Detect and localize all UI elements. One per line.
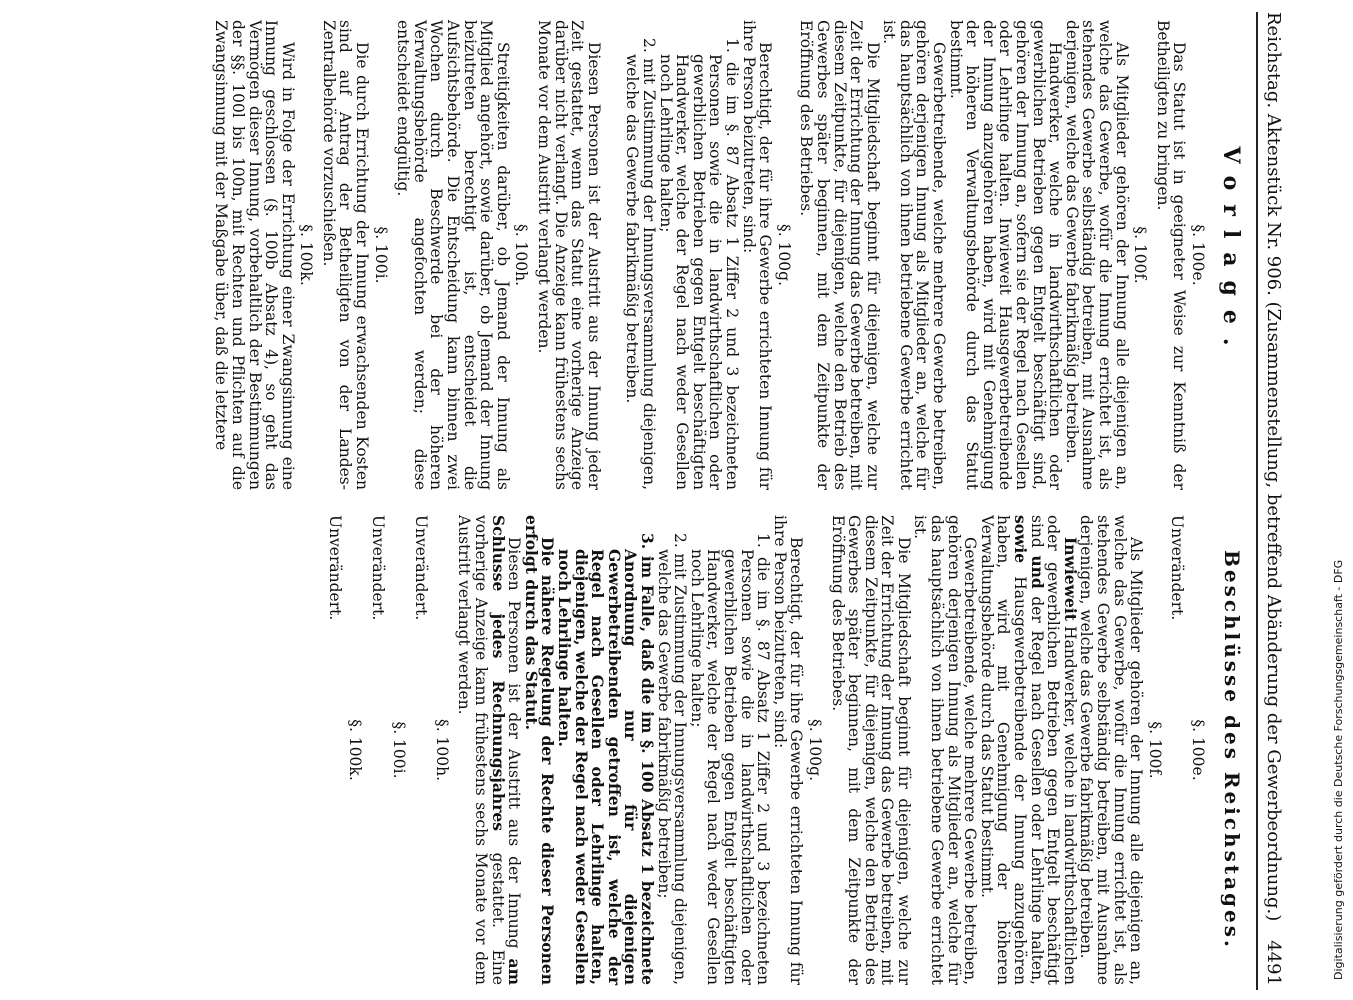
section-heading: §. 100h. <box>432 718 451 782</box>
unchanged-note: Unverändert. <box>369 515 388 621</box>
section-heading: §. 100e. <box>1189 224 1207 286</box>
paragraph: Als Mitglieder gehören der Innung alle diejenigen an, welche das Gewerbe, wofür die Innung errichtet ist, als stehendes Gewerbe selbständig betreiben, mit Ausnahme derjenigen, welche das Gewerbe fabrikmäßig betreiben. <box>1062 20 1131 490</box>
paragraph: Die Mitgliedschaft beginnt für diejenigen, welche zur Zeit der Errichtung der Innung das Gewerbe betreiben, mit diesem Zeitpunkte, für diejenigen, welche den Betrieb des Gewerbes später beginnen, mit dem Zeitpunkte der Eröffnung des Betriebes. <box>828 515 913 985</box>
section-heading: §. 100g. <box>805 718 824 782</box>
section-heading: §. 100g. <box>774 223 793 287</box>
list-item: 2. mit Zustimmung der Innungsversammlung diejenigen, welche das Gewerbe fabrikmäßig betreiben. <box>623 38 658 490</box>
paragraph: Die Mitgliedschaft beginnt für diejenigen, welche zur Zeit der Errichtung der Innung das Gewerbe betreiben, mit diesem Zeitpunkte, für diejenigen, welche den Betrieb des Gewerbes später beginnen, mit dem Zeitpunkte der Eröffnung des Betriebes. <box>797 20 882 490</box>
section-heading: §. 100k. <box>346 719 365 781</box>
digitization-credit: Digitalisierung gefördert durch die Deutsche Forschungsgemeinschaft - DFG <box>1332 559 1345 980</box>
section-heading: §. 100f. <box>1145 721 1164 779</box>
bold-text: sowie <box>1011 515 1031 564</box>
paragraph: Das Statut ist in geeigneter Weise zur Kenntniß der Betheiligten zu bringen. <box>1153 20 1189 490</box>
text: der Regel nach Gesellen oder Lehrlinge halten, <box>1027 588 1046 985</box>
section-heading: §. 100i. <box>371 226 390 284</box>
unchanged-note: Unverändert. <box>412 515 431 621</box>
list-item: 1. die im §. 87 Absatz 1 Ziffer 2 und 3 bezeichneten Personen sowie die in landwirthschaftlichen oder gewerblichen Betrieben gegen Entgelt beschäftigten Handwerker, welche der Regel nach weder Gesellen noch Lehrlinge halten; <box>656 38 741 490</box>
paragraph: Berechtigt, der für ihre Gewerbe errichteten Innung für ihre Person beizutreten, sind: <box>770 515 806 985</box>
paragraph: Gewerbetreibende, welche mehrere Gewerbe betreiben, gehören derjenigen Innung als Mitglieder an, welche für das hauptsächlich von ihnen betriebene Gewerbe errichtet ist. <box>911 515 980 985</box>
paragraph <box>455 515 525 985</box>
paragraph: Als Mitglieder gehören der Innung alle diejenigen an, welche das Gewerbe, wofür die Innung errichtet ist, als stehendes Gewerbe selbständig betreiben, mit Ausnahme derjenigen, welche das Gewerbe fabrikmäßig betreiben. <box>1077 515 1146 985</box>
unchanged-note: Unverändert. <box>1168 515 1187 621</box>
paragraph: Berechtigt, der für ihre Gewerbe errichteten Innung für ihre Person beizutreten, sind: <box>739 20 775 490</box>
paragraph: Streitigkeiten darüber, ob Jemand der Innung als Mitglied angehört, sowie darüber, ob Jemand der Innung beizutreten berechtigt ist, entscheidet die Aufsichtsbehörde. Die Entscheidung kann binnen zwei Wochen durch Beschwerde bei der höheren Verwaltungsbehörde angefochten werden; diese entscheidet endgültig. <box>394 20 512 490</box>
page-number: 4491 <box>1263 940 1284 986</box>
heading-beschluesse: Beschlüsse des Reichstages. <box>1220 550 1244 950</box>
paragraph: Gewerbetreibende, welche mehrere Gewerbe betreiben, gehören derjenigen Innung als Mitglieder an, welche für das hauptsächlich von ihnen betriebene Gewerbe errichtet ist. <box>880 20 949 490</box>
text: Hausgewerbetreibende der Innung anzugehören haben, wird mit Genehmigung der höheren Verwaltungsbehörde durch das Statut bestimmt. <box>977 515 1030 985</box>
header-title: Reichstag. Aktenstück Nr. 906. (Zusammenstellung, betreffend Abänderung der Gewerbeordnung.) <box>1263 12 1284 922</box>
paragraph: Die durch Errichtung der Innung erwachsenden Kosten sind auf Antrag der Betheiligten von der Landes-Zentralbehörde vorzuschießen. <box>319 20 372 490</box>
bold-text: und <box>1027 555 1047 589</box>
section-heading: §. 100i. <box>389 721 408 779</box>
unchanged-note: Unverändert. <box>325 515 344 621</box>
paragraph: Handwerker, welche in landwirthschaftlichen oder gewerblichen Betrieben gegen Entgelt beschäftigt sind, gehören der Innung an, sofern sie der Regel nach Gesellen oder Lehrlinge halten. Inwieweit Hausgewerbetreibende der Innung anzugehören haben, wird mit Genehmigung der höheren Verwaltungsbehörde durch das Statut bestimmt. <box>946 20 1065 490</box>
right-column <box>326 515 1212 985</box>
text: Handwerker, welche in landwirthschaftlichen oder gewerblichen Betrieben gegen Entgelt beschäftigt sind <box>1027 515 1079 985</box>
section-heading: §. 100h. <box>512 223 531 287</box>
list-item: 3. im Falle, daß die im §. 100 Absatz 1 bezeichnete Anordnung nur für diejenigen Gewerbetreibenden getroffen ist, welche der Regel nach Gesellen oder Lehrlinge halten, diejenigen, welche der Regel nach weder Gesellen noch Lehrlinge halten. <box>555 533 657 985</box>
heading-vorlage: Vorlage. <box>1218 146 1244 360</box>
paragraph: Die nähere Regelung der Rechte dieser Personen erfolgt durch das Statut. <box>521 515 558 985</box>
running-header <box>1258 12 1292 992</box>
section-heading: §. 100k. <box>297 224 316 286</box>
bold-text: Inwieweit <box>1060 537 1080 621</box>
paragraph: Diesen Personen ist der Austritt aus der Innung jeder Zeit gestattet, wenn das Statut eine vorherige Anzeige darüber nicht verlangt. Die Anzeige kann frühestens sechs Monate vor dem Austritt verlangt werden. <box>535 20 603 490</box>
section-heading: §. 100e. <box>1189 719 1207 781</box>
list-item: 1. die im §. 87 Absatz 1 Ziffer 2 und 3 bezeichneten Personen sowie die in landwirthschaftlichen oder gewerblichen Betrieben gegen Entgelt beschäftigten Handwerker, welche der Regel nach weder Gesellen noch Lehrlinge halten; <box>687 533 773 985</box>
text: Diesen Personen ist der Austritt aus der Innung <box>505 537 524 959</box>
left-column <box>213 20 1212 490</box>
section-heading: §. 100f. <box>1131 226 1150 284</box>
paragraph <box>978 515 1078 985</box>
paragraph: Wird in Folge der Errichtung einer Zwangsinnung eine Innung geschlossen (§. 100b Absatz 4), so geht das Vermögen dieser Innung, vorbehaltlich der Bestimmungen der §§. 100l bis 100n, mit Rechten und Pflichten auf die Zwangsinnung mit der Maßgabe über, daß die letztere <box>212 20 297 490</box>
list-item: 2. mit Zustimmung der Innungsversammlung diejenigen, welche das Gewerbe fabrikmäßig betreiben; <box>654 533 690 985</box>
text: gestattet. Eine vorherige Anzeige kann frühestens sechs Monate vor dem Austritt verlangt werden. <box>455 515 507 985</box>
bold-text: am Schlusse jedes Rechnungsjahres <box>488 515 525 985</box>
header-rule <box>1256 12 1258 990</box>
